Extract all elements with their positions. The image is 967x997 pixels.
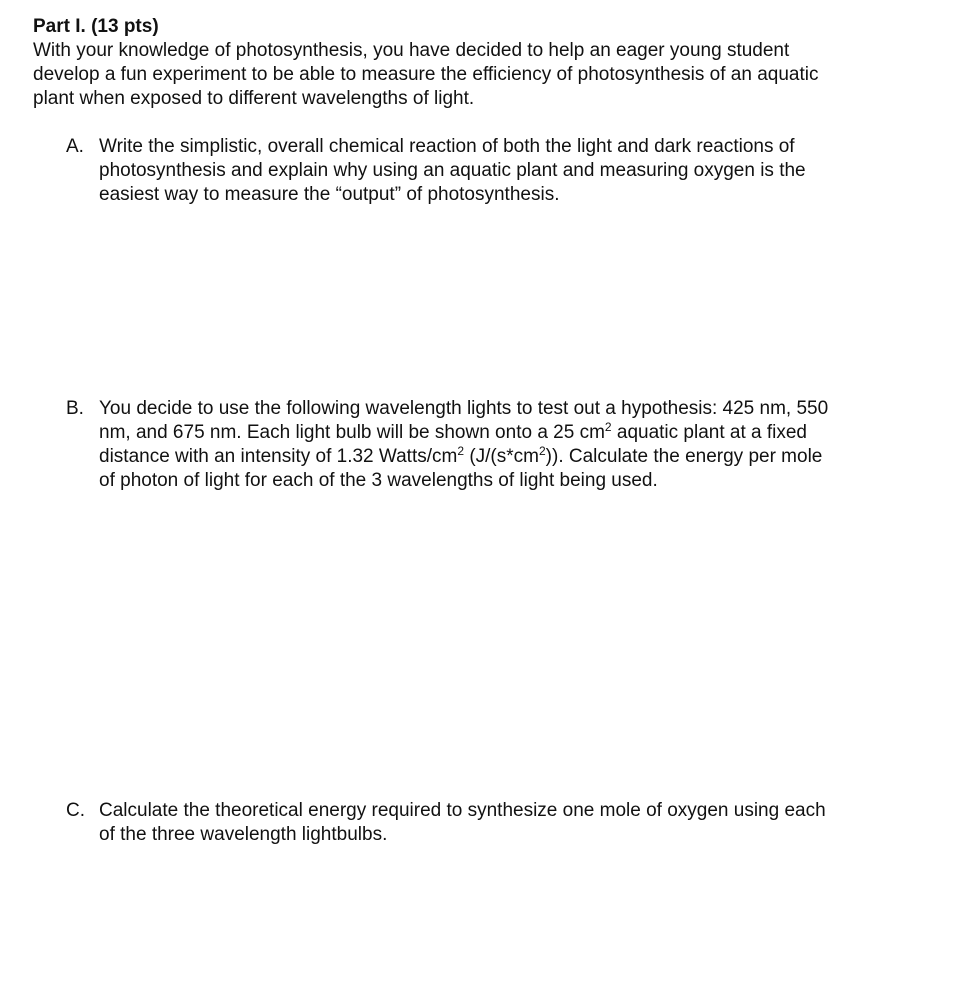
question-c-text	[99, 799, 949, 847]
question-line: easiest way to measure the “output” of photosynthesis.	[99, 184, 560, 205]
text-segment: (J/(s*cm	[464, 446, 539, 467]
intro-paragraph	[33, 39, 933, 111]
text-segment: aquatic plant at a fixed	[611, 422, 808, 443]
question-line: of photon of light for each of the 3 wavelengths of light being used.	[99, 470, 658, 491]
question-line: You decide to use the following wavelength lights to test out a hypothesis: 425 nm, 550	[99, 398, 829, 419]
intro-line: plant when exposed to different wavelengths of light.	[33, 88, 475, 109]
question-line: of the three wavelength lightbulbs.	[99, 824, 388, 845]
question-line: Calculate the theoretical energy required to synthesize one mole of oxygen using each	[99, 800, 826, 821]
question-line	[99, 445, 949, 469]
question-a-text	[99, 135, 949, 207]
question-line: photosynthesis and explain why using an aquatic plant and measuring oxygen is the	[99, 160, 806, 181]
part-title: Part I. (13 pts)	[33, 16, 159, 37]
question-line	[99, 421, 949, 445]
text-segment: )). Calculate the energy per mole	[545, 446, 823, 467]
question-a-marker: A.	[66, 136, 84, 157]
question-b-marker: B.	[66, 398, 84, 419]
text-segment: distance with an intensity of 1.32 Watts/cm	[99, 446, 458, 467]
superscript: 2	[457, 444, 465, 458]
question-b-text	[99, 397, 949, 493]
superscript: 2	[604, 420, 612, 434]
question-c-marker: C.	[66, 800, 85, 821]
superscript: 2	[538, 444, 546, 458]
intro-line: develop a fun experiment to be able to measure the efficiency of photosynthesis of an aquatic	[33, 64, 819, 85]
text-segment: nm, and 675 nm. Each light bulb will be shown onto a 25 cm	[99, 422, 605, 443]
question-line: Write the simplistic, overall chemical reaction of both the light and dark reactions of	[99, 136, 795, 157]
intro-line: With your knowledge of photosynthesis, you have decided to help an eager young student	[33, 40, 790, 61]
